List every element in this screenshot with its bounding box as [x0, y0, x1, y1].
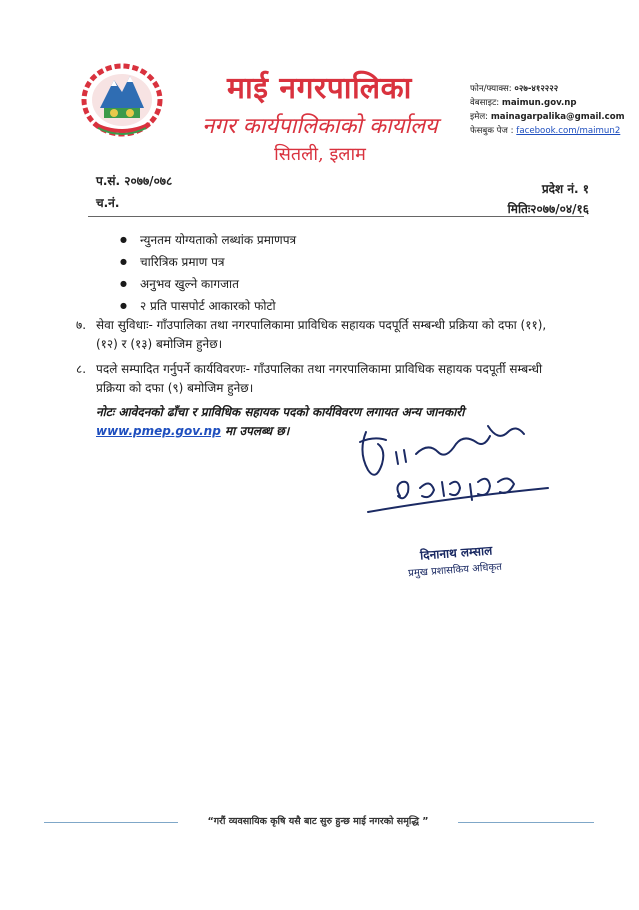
office-title: माई नगरपालिका — [227, 71, 412, 106]
email-value[interactable]: mainagarpalika@gmail.com — [490, 112, 625, 122]
website-label: वेबसाइट: — [470, 98, 500, 108]
list-item: ● २ प्रति पासपोर्ट आकारको फोटो — [118, 295, 296, 317]
note-line-2: मा उपलब्ध छ। — [220, 424, 290, 438]
facebook-row — [470, 124, 636, 138]
footer-rule-right — [458, 822, 594, 823]
pmep-link[interactable]: www.pmep.gov.np — [96, 424, 221, 438]
office-location: सितली, इलाम — [274, 144, 366, 165]
contact-block — [470, 82, 636, 138]
item-eight-number: ८. — [76, 362, 87, 376]
item-seven-text — [96, 316, 592, 354]
item-seven-number: ७. — [76, 318, 87, 332]
website-value[interactable]: maimun.gov.np — [501, 98, 577, 108]
item-eight-line-1: पदले सम्पादित गर्नुपर्ने कार्यविवरणः- गाँउपालिका तथा नगरपालिकामा प्राविधिक सहायक पदपूर्ती सम्बन्धी — [96, 362, 543, 376]
list-item: ● अनुभव खुल्ने कागजात — [118, 273, 296, 295]
item-eight-line-2: प्रक्रिया को दफा (९) बमोजिम हुनेछ। — [96, 381, 254, 395]
phone-label: फोन/फ्याक्स: — [470, 84, 512, 94]
office-subtitle: नगर कार्यपालिकाको कार्यालय — [202, 114, 438, 139]
signatory-name: दिनानाथ लम्साल — [419, 543, 493, 563]
letter-number: प.सं. २०७७/०७८ — [96, 174, 173, 188]
document-list — [118, 229, 296, 317]
email-label: इमेल: — [470, 112, 489, 122]
list-item: ● चारित्रिक प्रमाण पत्र — [118, 251, 296, 273]
phone-row — [470, 82, 636, 96]
signatory-title: प्रमुख प्रशासकिय अधिकृत — [407, 561, 503, 580]
item-eight-text — [96, 360, 592, 398]
footer-rule-left — [44, 822, 178, 823]
facebook-label: फेसबुक पेज : — [470, 126, 514, 136]
footer-slogan: “गरौं व्यवसायिक कृषि यसै बाट सुरु हुन्छ माई नगरको समृद्धि ” — [207, 816, 429, 827]
website-row — [470, 96, 636, 110]
list-item: ● न्युनतम योग्यताको लब्धांक प्रमाणपत्र — [118, 229, 296, 251]
letter-date: मितिः२०७७/०४/१६ — [507, 202, 589, 216]
handwritten-signature-icon — [338, 412, 558, 522]
province-number: प्रदेश नं. १ — [541, 182, 589, 196]
dispatch-number: च.नं. — [96, 196, 120, 210]
email-row — [470, 110, 636, 124]
header-divider — [88, 216, 584, 217]
phone-value: ०२७-४१२२२२ — [514, 84, 559, 94]
facebook-link[interactable]: facebook.com/maimun2 — [516, 126, 621, 136]
item-seven — [76, 316, 616, 356]
note-line-1: नोटः आवेदनको ढाँचा र प्राविधिक सहायक पदको कार्यविवरण लगायत अन्य जानकारी — [96, 405, 465, 419]
item-seven-line-2: (१२) र (१३) बमोजिम हुनेछ। — [96, 337, 223, 351]
item-eight — [76, 360, 616, 400]
item-seven-line-1: सेवा सुविधाः- गाँउपालिका तथा नगरपालिकामा प्राविधिक सहायक पदपूर्ति सम्बन्धी प्रक्रिया को दफा (११), — [96, 318, 547, 332]
